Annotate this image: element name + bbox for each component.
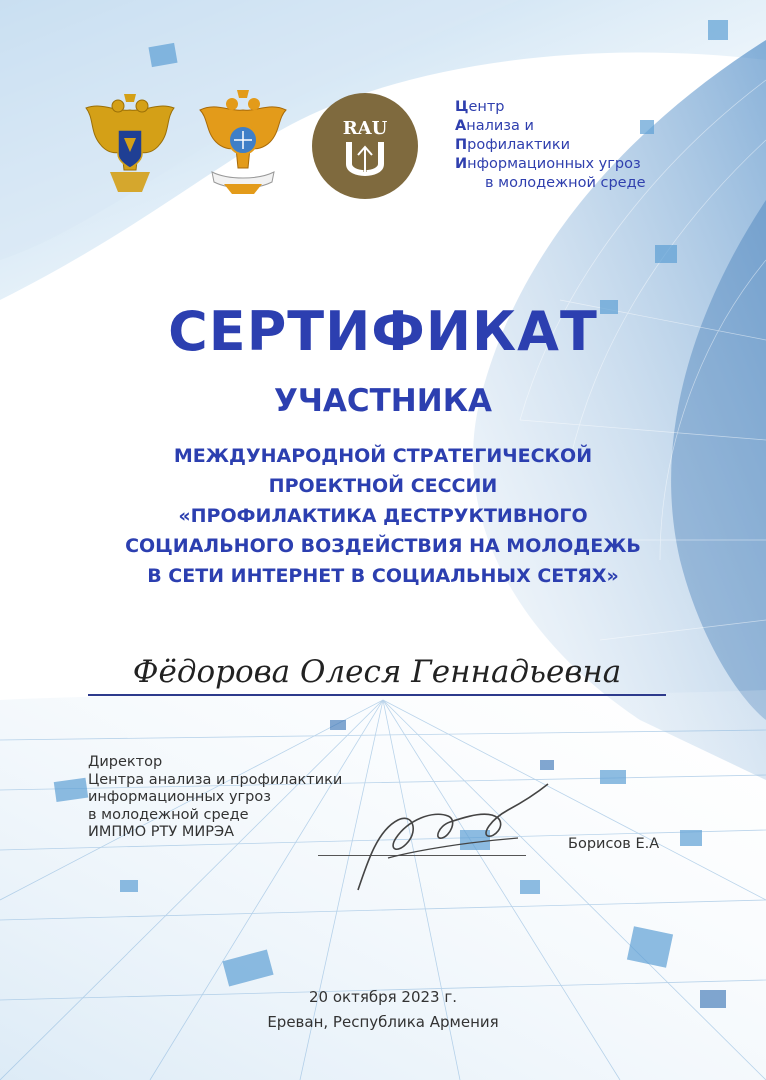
event-line-4: СОЦИАЛЬНОГО ВОЗДЕЙСТВИЯ НА МОЛОДЕЖЬ <box>125 535 641 557</box>
event-description <box>40 441 726 591</box>
svg-text:RAU: RAU <box>342 118 388 139</box>
director-line-5: ИМПМО РТУ МИРЭА <box>88 824 234 840</box>
event-line-1: МЕЖДУНАРОДНОЙ СТРАТЕГИЧЕСКОЙ <box>173 445 593 467</box>
center-name-line-5: в молодежной среде <box>485 175 646 191</box>
event-line-2: ПРОЕКТНОЙ СЕССИИ <box>268 475 498 497</box>
center-name-line-2: Анализа и <box>455 118 534 134</box>
director-line-2: Центра анализа и профилактики <box>88 771 343 788</box>
recipient-underline <box>88 694 666 696</box>
center-name-line-1: Центр <box>455 99 505 115</box>
center-name-line-4: Информационных угроз <box>455 156 641 172</box>
issue-place: Ереван, Республика Армения <box>267 1013 499 1031</box>
rau-logo-icon <box>311 92 419 200</box>
issue-date: 20 октября 2023 г. <box>308 988 457 1006</box>
signer-name: Борисов Е.А <box>568 836 660 852</box>
director-line-4: в молодежной среде <box>88 806 249 823</box>
certificate-subtitle: УЧАСТНИКА <box>273 383 493 419</box>
center-name-block <box>455 98 715 193</box>
recipient-name: Фёдорова Олеся Геннадьевна <box>132 654 622 690</box>
center-name-line-3: Профилактики <box>455 137 570 153</box>
certificate-title: СЕРТИФИКАТ <box>168 300 598 363</box>
date-place-block <box>0 985 766 1035</box>
director-line-1: Директор <box>88 754 163 770</box>
emblem-ministry-icon <box>194 88 292 196</box>
emblem-russia-icon <box>80 92 180 196</box>
director-line-3: информационных угроз <box>88 789 271 805</box>
event-line-5: В СЕТИ ИНТЕРНЕТ В СОЦИАЛЬНЫХ СЕТЯХ» <box>147 565 619 587</box>
handwritten-signature <box>338 780 558 900</box>
event-line-3: «ПРОФИЛАКТИКА ДЕСТРУКТИВНОГО <box>178 505 588 527</box>
